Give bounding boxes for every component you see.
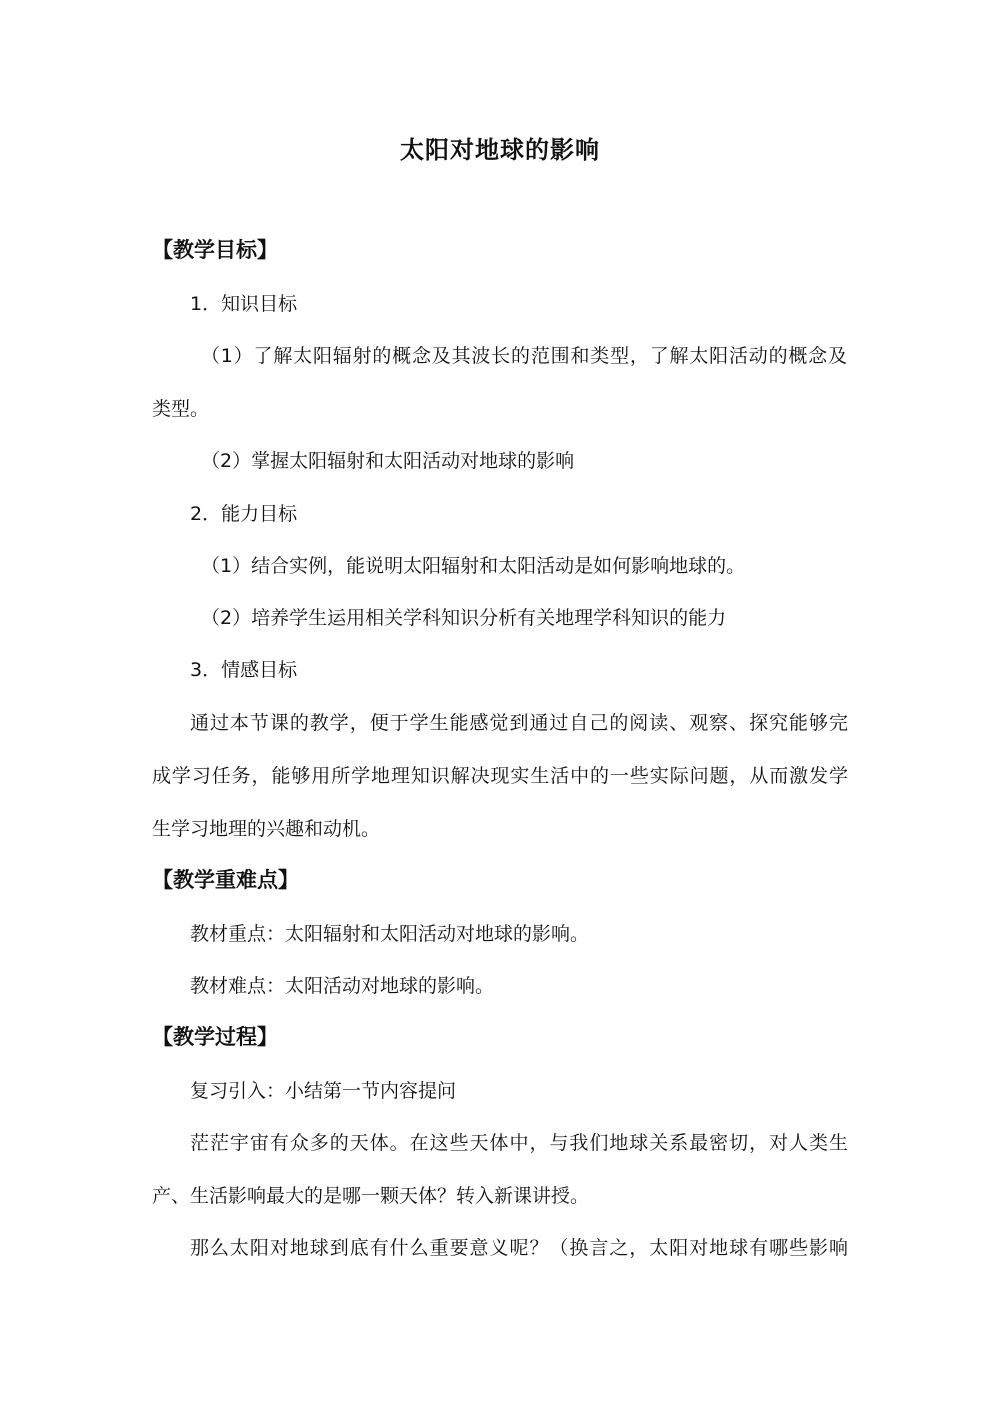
emotion-objective-label: 3．情感目标 [190,659,298,681]
process-paragraph-2-line-1: 那么太阳对地球到底有什么重要意义呢？（换言之，太阳对地球有哪些影响 [190,1237,848,1259]
section-heading-objectives: 【教学目标】 [152,238,278,262]
knowledge-item-2: （2）掌握太阳辐射和太阳活动对地球的影响 [201,450,575,472]
knowledge-objective-label: 1．知识目标 [190,293,298,315]
emotion-paragraph-line-2: 成学习任务，能够用所学地理知识解决现实生活中的一些实际问题，从而激发学 [152,765,848,787]
ability-objective-label: 2．能力目标 [190,503,298,525]
ability-item-2: （2）培养学生运用相关学科知识分析有关地理学科知识的能力 [201,607,727,629]
section-heading-process: 【教学过程】 [152,1025,278,1049]
ability-item-1: （1）结合实例，能说明太阳辐射和太阳活动是如何影响地球的。 [201,555,746,577]
knowledge-item-1-line-2: 类型。 [152,398,210,420]
review-introduction: 复习引入：小结第一节内容提问 [190,1080,457,1102]
process-paragraph-1-line-2: 产、生活影响最大的是哪一颗天体？转入新课讲授。 [152,1185,590,1207]
teaching-difficulty: 教材难点：太阳活动对地球的影响。 [190,975,495,997]
knowledge-item-1-line-1: （1）了解太阳辐射的概念及其波长的范围和类型，了解太阳活动的概念及 [201,345,847,367]
section-heading-key-points: 【教学重难点】 [152,868,299,892]
teaching-focus: 教材重点：太阳辐射和太阳活动对地球的影响。 [190,923,590,945]
emotion-paragraph-line-3: 生学习地理的兴趣和动机。 [152,818,381,840]
document-title: 太阳对地球的影响 [400,136,600,164]
emotion-paragraph-line-1: 通过本节课的教学，便于学生能感觉到通过自己的阅读、观察、探究能够完 [190,712,848,734]
process-paragraph-1-line-1: 茫茫宇宙有众多的天体。在这些天体中，与我们地球关系最密切，对人类生 [190,1132,848,1154]
